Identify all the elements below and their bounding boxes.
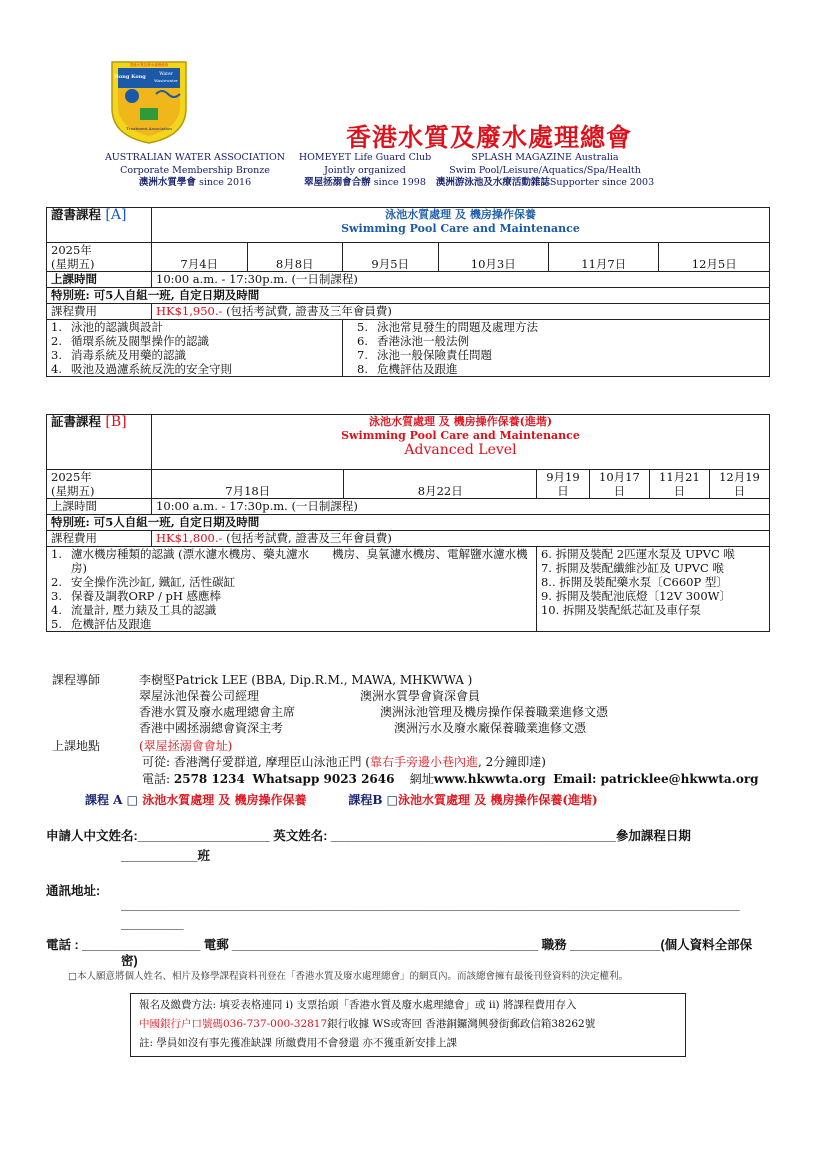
venue-contact: 電話: 2578 1234 Whatsapp 9023 2646 網址www.hkwwta.org Email: patricklee@hkwwta.org — [142, 772, 759, 786]
phone-email-field[interactable]: 電話 : _________________ 電郵 ____________________________________________ 職務 _____________(個人資料全部保 — [46, 938, 753, 952]
assoc-since: since 2016 — [198, 177, 252, 188]
course-b-table — [46, 414, 770, 632]
mentor-role: 香港中國拯溺總會資深主考 — [139, 721, 284, 735]
svg-text:Wastewater: Wastewater — [154, 78, 178, 83]
association-awa — [100, 152, 290, 190]
course-b-option: 泳池水質處理 及 機房操作保養(進堦) — [398, 793, 598, 807]
venue-label: 上課地點 — [52, 739, 101, 753]
payment-info-box — [130, 993, 686, 1057]
course-a-title: 泳池水質處理 及 機房操作保養 Swimming Pool Care and Maintenance — [152, 208, 770, 243]
association-splash — [425, 152, 665, 190]
applicant-name-field[interactable]: 申請人中文姓名:___________________ 英文姓名: _________________________________________參加課程日期 — [46, 829, 691, 843]
fee-value: HK$1,950.- (包括考試費, 證書及三年會員費) — [152, 304, 770, 320]
mentor-role: 香港水質及廢水處理總會主席 — [139, 705, 296, 719]
mentor-role: 澳洲泳池管理及機房操作保養職業進修文憑 — [380, 705, 609, 719]
address-label: 通訊地址: — [46, 884, 101, 898]
assoc-since: since 1998 — [373, 177, 426, 188]
fee-label: 課程費用 — [47, 304, 152, 320]
mentor-role: 澳洲污水及廢水廠保養職業進修文憑 — [394, 721, 587, 735]
course-b-date: 7月18日 — [152, 470, 344, 499]
consent-checkbox[interactable]: □本人願意將個人姓名、相片及修學課程資料刊登在「香港水質及廢水處理總會」的網頁內。而該總會擁有最後刊登資料的決定權利。 — [68, 971, 628, 982]
course-b-date: 10月17日 — [589, 470, 649, 499]
privacy-note: 密) — [121, 954, 138, 968]
course-a-date: 9月5日 — [343, 243, 439, 272]
payment-line-3: 註: 學員如沒有事先獲准缺課 所繳費用不會發還 亦不獲重新安排上課 — [139, 1037, 458, 1049]
association-homeyet — [290, 152, 440, 190]
assoc-en: SPLASH MAGAZINE Australia — [471, 152, 619, 163]
svg-text:Water: Water — [159, 72, 173, 77]
special-class: 特別班: 可5人自組一班, 自定日期及時間 — [47, 288, 770, 304]
time-label: 上課時間 — [47, 499, 152, 515]
mentor-section — [52, 673, 772, 793]
class-date-field[interactable]: ___________班 — [121, 849, 210, 863]
venue-directions: 可從: 香港灣仔愛群道, 摩理臣山泳池正門 (靠右手旁邊小巷內進, 2分鐘即達) — [142, 755, 546, 769]
mentor-role: 翠屋泳池保養公司經理 — [139, 689, 260, 703]
course-b-date: 11月21日 — [649, 470, 709, 499]
assoc-sub: Swim Pool/Leisure/Aquatics/Spa/Health — [449, 164, 641, 176]
assoc-sub: Jointly organized — [324, 164, 406, 176]
time-value: 10:00 a.m. - 17:30p.m. (一日制課程) — [152, 499, 770, 515]
course-b-checkbox[interactable]: 課程B □ — [348, 793, 399, 807]
topics-right: 6. 拆開及裝配 2匹運水泵及 UPVC 喉 7. 拆開及裝配纖維沙缸及 UPVC 喉 8.. 拆開及裝配藥水泵〔C660P 型〕 9. 拆開及裝配池底燈〔12V 300W〕 10. 拆開及裝配紙芯缸及車仔泵 — [536, 547, 769, 632]
org-title: 香港水質及廢水處理總會 — [345, 123, 632, 152]
venue-name: (翠屋拯溺會會址) — [139, 739, 233, 753]
mentor-role: 澳洲水質學會資深會員 — [360, 689, 481, 703]
assoc-en: HOMEYET Life Guard Club — [298, 152, 432, 163]
course-b-date: 8月22日 — [344, 470, 536, 499]
svg-text:Treatment Association: Treatment Association — [126, 126, 172, 131]
course-b-label: 証書課程 [B] — [47, 415, 152, 470]
payment-line-2: 中國銀行户口號碼036-737-000-32817銀行收據 WS或寄回 香港銅鑼灣興發街郵政信箱38262號 — [139, 1018, 596, 1030]
mentor-label: 課程導師 — [52, 673, 101, 687]
payment-line-1: 報名及繳費方法: 填妥表格連同 i) 支票抬頭「香港水質及廢水處理總會」或 ii) 將課程費用存入 — [139, 999, 577, 1011]
course-b-year: 2025年 (星期五) — [47, 470, 152, 499]
svg-text:香港水質及廢水處理總會: 香港水質及廢水處理總會 — [129, 63, 169, 67]
address-field[interactable]: _________________________________________________________________________________________ — [121, 898, 740, 912]
course-a-date: 7月4日 — [152, 243, 248, 272]
course-a-option: 泳池水質處理 及 機房操作保養 — [142, 793, 307, 807]
fee-label: 課程費用 — [47, 531, 152, 547]
course-a-checkbox[interactable]: 課程 A □ — [85, 793, 139, 807]
assoc-sub: Corporate Membership Bronze — [120, 164, 270, 176]
assoc-zh: 澳洲游泳池及水療活動雜誌 — [435, 177, 550, 188]
svg-text:Hong Kong: Hong Kong — [114, 74, 146, 80]
topics-left: 1. 濾水機房種類的認識 (漂水濾水機房、藥丸濾水 機房、臭氧濾水機房、電解鹽水濾水機房) 2. 安全操作洗沙缸, 鐵缸, 活性碳缸 3. 保養及調教ORP / pH 感應棒 4. 流量計, 壓力錶及工具的認識 5. 危機評估及跟進 — [47, 547, 537, 632]
assoc-since: Supporter since 2003 — [549, 177, 655, 188]
course-a-table — [46, 207, 770, 377]
time-label: 上課時間 — [47, 272, 152, 288]
course-a-date: 8月8日 — [247, 243, 343, 272]
special-class: 特別班: 可5人自組一班, 自定日期及時間 — [47, 515, 770, 531]
fee-value: HK$1,800.- (包括考試費, 證書及三年會員費) — [152, 531, 770, 547]
course-a-label: 證書課程 [A] — [47, 208, 152, 243]
course-selection — [85, 791, 598, 808]
assoc-zh: 澳洲水質學會 — [138, 177, 196, 188]
assoc-zh: 翠屋拯溺會合辦 — [304, 177, 371, 188]
course-a-year: 2025年 (星期五) — [47, 243, 152, 272]
course-b-date: 9月19日 — [536, 470, 589, 499]
course-b-date: 12月19日 — [709, 470, 769, 499]
course-a-date: 11月7日 — [548, 243, 658, 272]
assoc-en: AUSTRALIAN WATER ASSOCIATION — [104, 152, 286, 163]
course-b-title: 泳池水質處理 及 機房操作保養(進堦) Swimming Pool Care and Maintenance Advanced Level — [152, 415, 770, 470]
time-value: 10:00 a.m. - 17:30p.m. (一日制課程) — [152, 272, 770, 288]
topics-right: 5. 泳池常見發生的問題及處理方法 6. 香港泳池一般法例 7. 泳池一般保險責任問題 8. 危機評估及跟進 — [343, 320, 770, 377]
course-a-date: 12月5日 — [659, 243, 770, 272]
address-field-2[interactable]: _________ — [121, 917, 184, 931]
topics-left: 1. 泳池的認識與設計 2. 循環系統及閥掣操作的認識 3. 消毒系統及用藥的認識 4. 吸池及過濾系統反洗的安全守則 — [47, 320, 343, 377]
course-a-date: 10月3日 — [438, 243, 548, 272]
mentor-name: 李樹堅Patrick LEE (BBA, Dip.R.M., MAWA, MHKWWA ) — [139, 673, 473, 687]
